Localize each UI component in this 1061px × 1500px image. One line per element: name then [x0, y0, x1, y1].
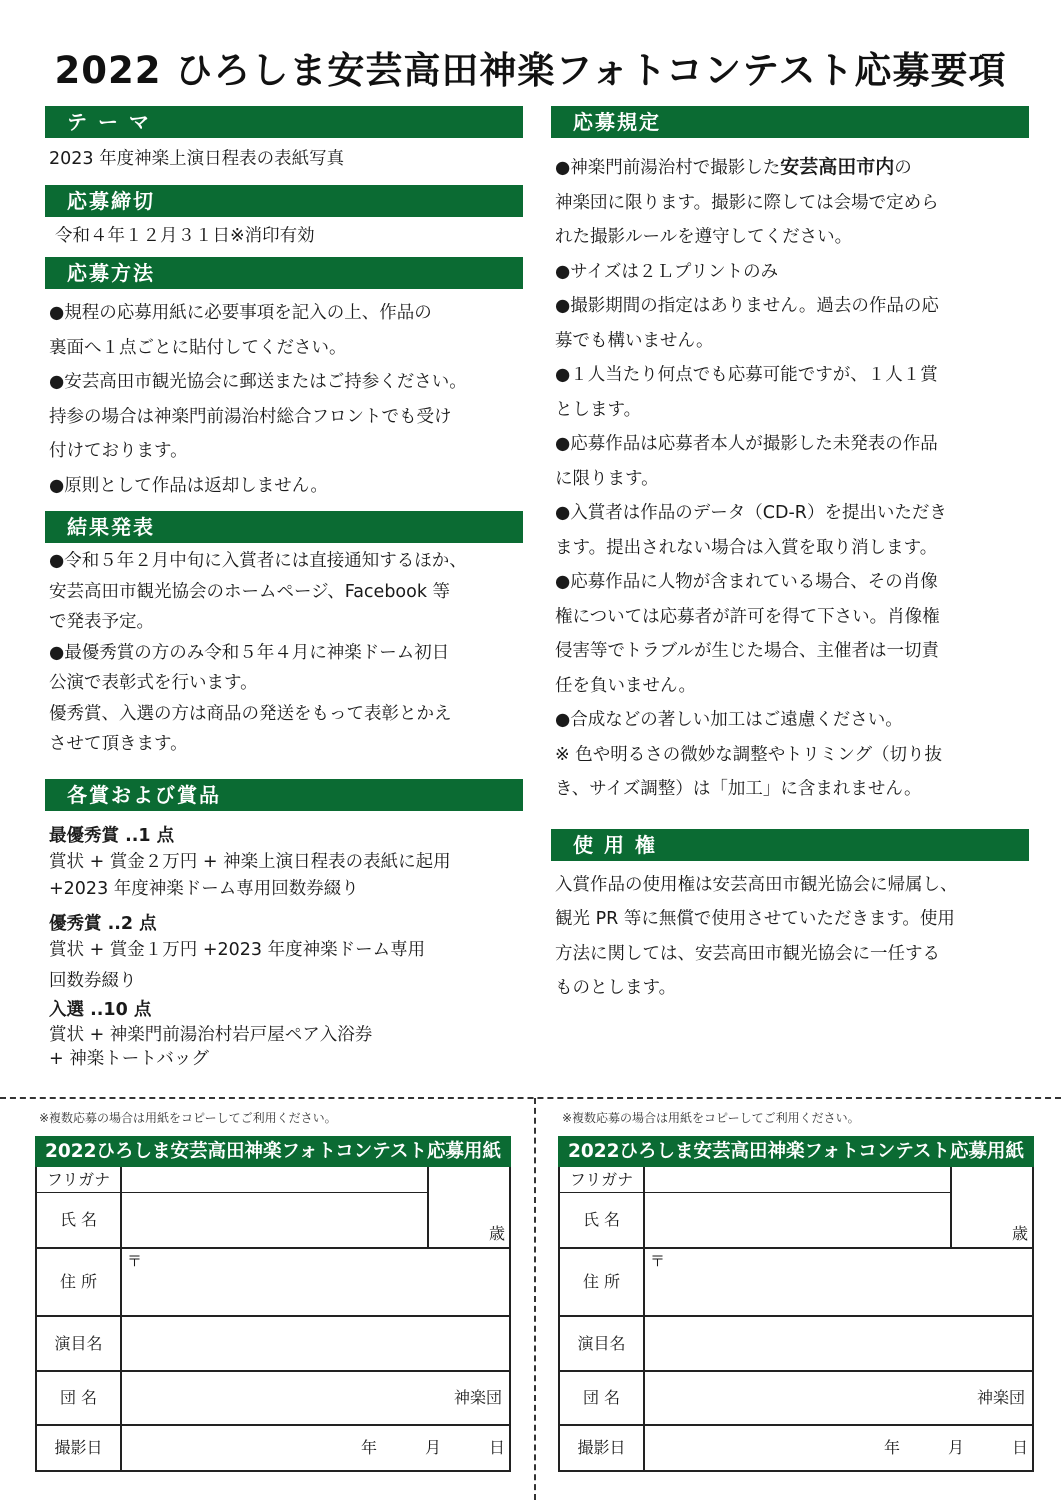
copy-note: ※複数応募の場合は用紙をコピーしてご利用ください。	[39, 1111, 337, 1125]
form-title: 2022ひろしま安芸高田神楽フォトコンテスト応募用紙	[35, 1136, 511, 1167]
group-label: 団 名	[582, 1388, 621, 1407]
left-column	[45, 106, 523, 1071]
group-suffix: 神楽団	[454, 1388, 503, 1407]
address-label: 住 所	[59, 1272, 98, 1291]
furigana-label: フリガナ	[569, 1170, 634, 1189]
results-heading: 結果発表	[45, 511, 523, 543]
rules-line: ●入賞者は作品のデータ（CD-R）を提出いただき	[555, 503, 947, 523]
name-label: 氏 名	[582, 1210, 621, 1229]
rules-line-post: の	[894, 158, 912, 178]
prize-name: 最優秀賞 ..1 点	[49, 825, 175, 846]
age-unit: 歳	[1012, 1224, 1029, 1243]
rules-line: ●１人当たり何点でも応募可能ですが、１人１賞	[555, 365, 938, 385]
rules-line: とします。	[555, 399, 642, 420]
copy-note: ※複数応募の場合は用紙をコピーしてご利用ください。	[562, 1111, 860, 1125]
results-line: 安芸高田市観光協会のホームページ、Facebook 等	[49, 581, 451, 602]
day-unit: 日	[1012, 1438, 1029, 1457]
cut-line-horizontal	[0, 1097, 1061, 1099]
prize-line: +2023 年度神楽ドーム専用回数券綴り	[49, 878, 359, 899]
date-label: 撮影日	[577, 1438, 626, 1457]
postal-mark: 〒	[650, 1252, 666, 1270]
results-line: させて頂きます。	[49, 734, 188, 754]
usage-heading: 使 用 権	[551, 829, 1029, 861]
furigana-field[interactable]	[122, 1167, 427, 1192]
rules-line: ●応募作品は応募者本人が撮影した未発表の作品	[555, 434, 938, 454]
results-body	[49, 546, 523, 760]
entry-form-right	[558, 1108, 1034, 1472]
group-field[interactable]	[122, 1372, 507, 1424]
year-unit: 年	[884, 1438, 901, 1457]
name-label: 氏 名	[59, 1210, 98, 1229]
deadline-heading: 応募締切	[45, 185, 523, 217]
form-grid	[558, 1167, 1034, 1472]
method-line: ●安芸高田市観光協会に郵送またはご持参ください。	[49, 372, 467, 392]
program-field[interactable]	[645, 1317, 1030, 1370]
rules-line: き、サイズ調整）は「加工」に含まれません。	[555, 779, 922, 799]
results-line: 優秀賞、入選の方は商品の発送をもって表彰とかえ	[49, 703, 452, 724]
method-line: ●規程の応募用紙に必要事項を記入の上、作品の	[49, 303, 432, 323]
prize-line: 賞状 + 神楽門前湯治村岩戸屋ペア入浴券	[49, 1024, 373, 1045]
rules-line: ※ 色や明るさの微妙な調整やトリミング（切り抜	[555, 744, 943, 765]
name-field[interactable]	[122, 1194, 427, 1247]
month-unit: 月	[948, 1438, 965, 1457]
rules-heading: 応募規定	[551, 106, 1029, 138]
group-suffix: 神楽団	[977, 1388, 1026, 1407]
prize-line: + 神楽トートバッグ	[49, 1048, 209, 1069]
usage-line: ものとします。	[555, 978, 677, 998]
results-line: ●最優秀賞の方のみ令和５年４月に神楽ドーム初日	[49, 642, 450, 663]
program-label: 演目名	[54, 1334, 103, 1353]
rules-line: ●サイズは２Ｌプリントのみ	[555, 261, 779, 282]
furigana-field[interactable]	[645, 1167, 950, 1192]
address-field[interactable]	[122, 1249, 507, 1315]
day-unit: 日	[489, 1438, 506, 1457]
usage-body	[555, 868, 1029, 1006]
prize-line: 回数券綴り	[49, 970, 137, 991]
results-line: で発表予定。	[49, 612, 154, 632]
prize-list	[45, 823, 523, 1071]
rules-body	[555, 150, 1029, 807]
name-field[interactable]	[645, 1194, 950, 1247]
rules-line: に限ります。	[555, 468, 659, 489]
deadline-body: 令和４年１２月３１日※消印有効	[55, 225, 315, 246]
method-heading: 応募方法	[45, 257, 523, 289]
prizes-heading: 各賞および賞品	[45, 779, 523, 811]
group-label: 団 名	[59, 1388, 98, 1407]
method-body	[49, 296, 523, 503]
prize-name: 優秀賞 ..2 点	[49, 913, 157, 934]
rules-line: ●応募作品に人物が含まれている場合、その肖像	[555, 572, 938, 592]
prize-line: 賞状 + 賞金１万円 +2023 年度神楽ドーム専用	[49, 939, 426, 960]
prize-name: 入選 ..10 点	[49, 999, 152, 1020]
results-line: 公演で表彰式を行います。	[49, 673, 258, 693]
rules-line: ●合成などの著しい加工はご遠慮ください。	[555, 710, 903, 730]
month-unit: 月	[425, 1438, 442, 1457]
rules-line: 任を負いません。	[555, 675, 697, 696]
usage-line: 観光 PR 等に無償で使用させていただきます。使用	[555, 909, 955, 929]
date-field[interactable]	[122, 1426, 507, 1470]
program-label: 演目名	[577, 1334, 626, 1353]
rules-line: 権については応募者が許可を得て下さい。肖像権	[555, 606, 940, 627]
rules-line-bold: 安芸高田市内	[780, 156, 895, 178]
method-line: ●原則として作品は返却しません。	[49, 475, 328, 496]
theme-body: 2023 年度神楽上演日程表の表紙写真	[49, 149, 345, 169]
rules-line: 侵害等でトラブルが生じた場合、主催者は一切責	[555, 641, 939, 661]
rules-first-line	[555, 150, 1029, 186]
page-title: 2022 ひろしま安芸高田神楽フォトコンテスト応募要項	[54, 49, 1007, 92]
year-unit: 年	[361, 1438, 378, 1457]
address-field[interactable]	[645, 1249, 1030, 1315]
method-line: 裏面へ１点ごとに貼付してください。	[49, 337, 347, 358]
rules-line: 募でも構いません。	[555, 330, 714, 351]
method-line: 付けております。	[49, 441, 188, 461]
program-field[interactable]	[122, 1317, 507, 1370]
rules-line: ます。提出されない場合は入賞を取り消します。	[555, 537, 938, 558]
age-unit: 歳	[489, 1224, 506, 1243]
entry-form-left	[35, 1108, 511, 1472]
usage-line: 入賞作品の使用権は安芸高田市観光協会に帰属し、	[555, 874, 958, 895]
address-label: 住 所	[582, 1272, 621, 1291]
date-field[interactable]	[645, 1426, 1030, 1470]
rules-line: 神楽団に限ります。撮影に際しては会場で定めら	[555, 192, 939, 213]
group-field[interactable]	[645, 1372, 1030, 1424]
method-line: 持参の場合は神楽門前湯治村総合フロントでも受け	[49, 406, 452, 427]
form-title: 2022ひろしま安芸高田神楽フォトコンテスト応募用紙	[558, 1136, 1034, 1167]
rules-line: れた撮影ルールを遵守してください。	[555, 227, 853, 247]
date-label: 撮影日	[54, 1438, 103, 1457]
postal-mark: 〒	[127, 1252, 143, 1270]
furigana-label: フリガナ	[46, 1170, 111, 1189]
results-line: ●令和５年２月中旬に入賞者には直接通知するほか、	[49, 551, 467, 571]
right-column	[551, 106, 1029, 1006]
rules-line: ●撮影期間の指定はありません。過去の作品の応	[555, 296, 939, 316]
form-grid	[35, 1167, 511, 1472]
cut-line-vertical	[534, 1098, 536, 1500]
rules-line-pre: ●神楽門前湯治村で撮影した	[555, 158, 781, 178]
prize-line: 賞状 + 賞金２万円 + 神楽上演日程表の表紙に起用	[49, 851, 451, 872]
usage-line: 方法に関しては、安芸高田市観光協会に一任する	[555, 943, 940, 964]
theme-heading: テ ー マ	[45, 106, 523, 138]
